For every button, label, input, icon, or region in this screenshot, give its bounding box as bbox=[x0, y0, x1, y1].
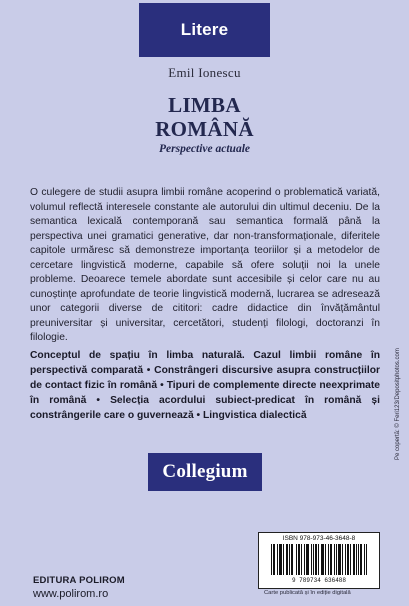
barcode-bars bbox=[271, 544, 367, 575]
series-banner bbox=[139, 3, 270, 57]
isbn-text: ISBN 978-973-46-3648-8 bbox=[282, 535, 356, 542]
author-name: Emil Ionescu bbox=[168, 65, 241, 80]
series-label: Litere bbox=[180, 20, 229, 39]
title-line-1: LIMBA bbox=[168, 93, 241, 117]
topics-list: Conceptul de spațiu în limba naturală. Cazul limbii române în perspectivă comparată • Constrângeri discursive asupra construcțiilor de contact fizic în română • Tipuri de complemente directe neexprimate în română • Selecția acordului subiect-predicat în română și constrângerile care o guvernează • Lingvistica dialectică bbox=[30, 350, 380, 421]
title-line-2: ROMÂNĂ bbox=[155, 117, 254, 141]
collection-logo bbox=[148, 453, 262, 491]
book-subtitle: Perspective actuale bbox=[158, 143, 250, 155]
publisher-name: EDITURA POLIROM bbox=[33, 575, 125, 586]
collection-logo-text: Collegium bbox=[162, 461, 248, 482]
cover-credit: Pe copertă: © Feri123/Depositphotos.com bbox=[395, 348, 401, 460]
barcode bbox=[258, 532, 380, 589]
barcode-digits: 9 789734 636488 bbox=[291, 577, 346, 584]
publisher-website: www.polirom.ro bbox=[33, 588, 109, 600]
digital-edition-note: Carte publicată și în ediție digitală bbox=[264, 590, 351, 596]
description-paragraph: O culegere de studii asupra limbii române acoperind o problematică variată, volumul reflectă interesele constante ale autorului din ultimul deceniu. De la semantica lexicală contemporană sau semantica formală până la perspectiva unei gramatici generative, dar non-transformaționale, diferitele capitole urmăresc să demonstreze importanța teoriilor și a metodelor de cercetare lingvistică moderne, capabile să ofere soluții noi la unele probleme. Deoarece temele abordate sunt accesibile și celor care nu au cunoștințe aprofundate de teorie lingvistică modernă, lucrarea se adresează unor categorii diverse de cititori: cadre didactice din învățământul preuniversitar și universitar, cercetători, studenți filologi, doctoranzi în filologie. bbox=[30, 187, 380, 343]
